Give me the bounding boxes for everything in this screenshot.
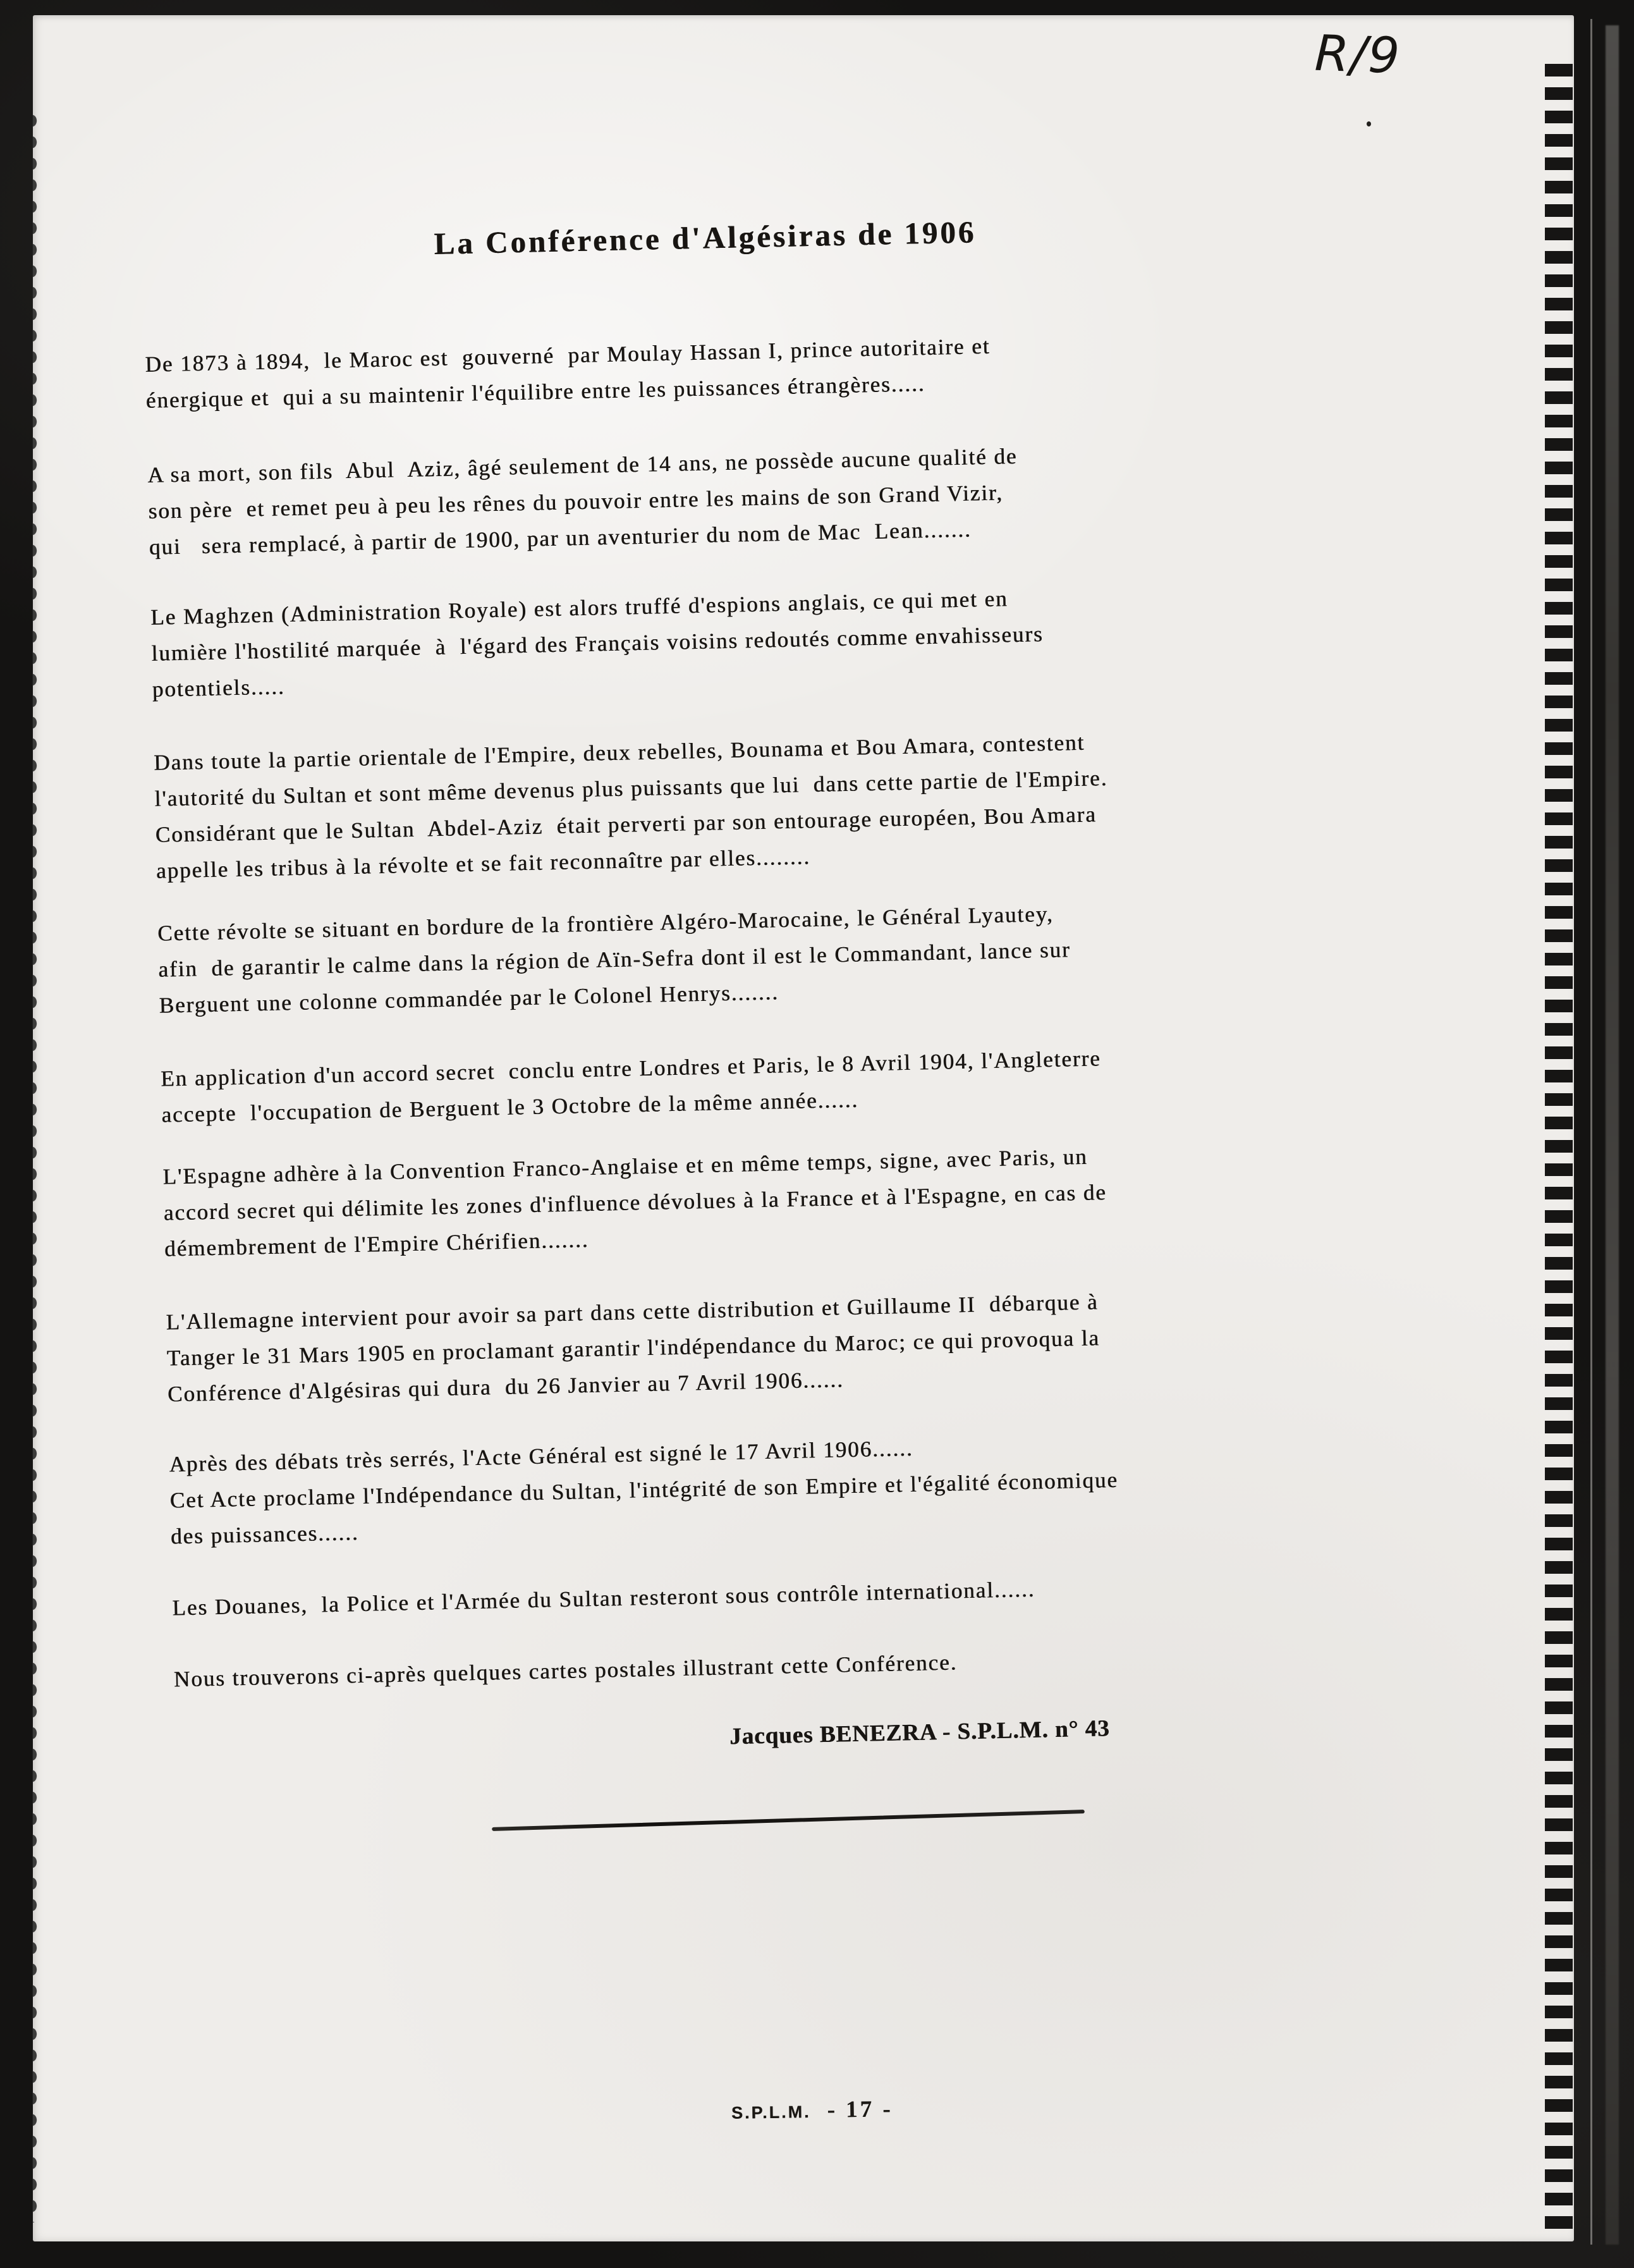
- paragraph: [166, 1283, 1406, 1418]
- paragraph-line: l'autorité du Sultan et sont même devenus plus puissants que lui dans cette partie de l'Empire.: [154, 765, 1108, 811]
- paragraph: [154, 723, 1396, 895]
- paragraph: [157, 894, 1398, 1029]
- paragraph-line: son père et remet peu à peu les rênes du pouvoir entre les mains de son Grand Vizir,: [148, 480, 1004, 524]
- paragraph-line: Cet Acte proclame l'Indépendance du Sultan, l'intégrité de son Empire et l'égalité économique: [169, 1467, 1119, 1513]
- scan-border-sheen: [1606, 25, 1619, 2245]
- footer-org: S.P.L.M.: [731, 2102, 811, 2123]
- paragraph: [169, 1425, 1410, 1560]
- paragraph-line: En application d'un accord secret conclu entre Londres et Paris, le 8 Avril 1904, l'Angleterre: [160, 1046, 1102, 1091]
- paragraph-line: Berguent une colonne commandée par le Colonel Henrys.......: [159, 979, 779, 1018]
- paragraph: [174, 1640, 1413, 1703]
- paragraph-line: Tanger le 31 Mars 1905 en proclamant garantir l'indépendance du Maroc; ce qui provoqua la: [166, 1325, 1101, 1371]
- paragraph-line: qui sera remplacé, à partir de 1900, par un aventurier du nom de Mac Lean.......: [149, 517, 972, 560]
- scanned-page: [33, 15, 1574, 2241]
- paragraph-line: Conférence d'Algésiras qui dura du 26 Janvier au 7 Avril 1906......: [167, 1367, 844, 1407]
- paragraph: [147, 436, 1388, 571]
- paragraph-line: L'Allemagne intervient pour avoir sa part dans cette distribution et Guillaume II débarque à: [166, 1289, 1099, 1335]
- paragraph-line: appelle les tribus à la révolte et se fait reconnaître par elles........: [155, 844, 811, 883]
- page-title: La Conférence d'Algésiras de 1906: [434, 214, 977, 261]
- scan-border-highlight: [1590, 19, 1592, 2245]
- paragraph-line: Nous trouverons ci-après quelques cartes postales illustrant cette Conférence.: [173, 1650, 958, 1692]
- footer-page-number: - 17 -: [827, 2096, 893, 2123]
- paragraph-line: afin de garantir le calme dans la région de Aïn-Sefra dont il est le Commandant, lance sur: [158, 937, 1071, 982]
- page-footer: [731, 2095, 893, 2125]
- paragraph-line: Considérant que le Sultan Abdel-Aziz était perverti par son entourage européen, Bou Amara: [155, 802, 1097, 847]
- paragraph: [162, 1137, 1403, 1273]
- paragraph-line: énergique et qui a su maintenir l'équilibre entre les puissances étrangères.....: [145, 371, 925, 413]
- paragraph-line: potentiels.....: [152, 674, 286, 702]
- paragraph: [150, 578, 1391, 713]
- paragraph: [172, 1569, 1411, 1632]
- paragraph-line: accepte l'occupation de Berguent le 3 Octobre de la même année......: [161, 1087, 859, 1127]
- paragraph: [161, 1039, 1401, 1139]
- paragraph-line: des puissances......: [170, 1520, 360, 1549]
- paragraph-line: Dans toute la partie orientale de l'Empire, deux rebelles, Bounama et Bou Amara, contestent: [154, 730, 1085, 775]
- paragraph-line: démembrement de l'Empire Chérifien.......: [164, 1227, 589, 1261]
- paragraph-line: A sa mort, son fils Abul Aziz, âgé seulement de 14 ans, ne possède aucune qualité de: [147, 443, 1018, 487]
- typed-content: [9, 0, 1599, 2257]
- paragraph: [145, 325, 1385, 424]
- paragraph-line: accord secret qui délimite les zones d'influence dévolues à la France et à l'Espagne, en cas de: [163, 1180, 1107, 1225]
- paragraph-line: lumière l'hostilité marquée à l'égard des Français voisins redoutés comme envahisseurs: [151, 622, 1044, 666]
- paragraph-line: Cette révolte se situant en bordure de la frontière Algéro-Marocaine, le Général Lyautey,: [157, 901, 1054, 946]
- paragraph-line: L'Espagne adhère à la Convention Franco-Anglaise et en même temps, signe, avec Paris, un: [162, 1144, 1088, 1189]
- author-signature: Jacques BENEZRA - S.P.L.M. n° 43: [729, 1715, 1111, 1750]
- paragraph-line: De 1873 à 1894, le Maroc est gouverné par Moulay Hassan I, prince autoritaire et: [145, 333, 991, 377]
- paragraph-line: Après des débats très serrés, l'Acte Général est signé le 17 Avril 1906......: [169, 1435, 914, 1477]
- paragraph-line: Le Maghzen (Administration Royale) est alors truffé d'espions anglais, ce qui met en: [150, 586, 1009, 630]
- paragraph-line: Les Douanes, la Police et l'Armée du Sultan resteront sous contrôle international......: [172, 1576, 1035, 1621]
- handwritten-annotation: R/9: [1314, 25, 1402, 85]
